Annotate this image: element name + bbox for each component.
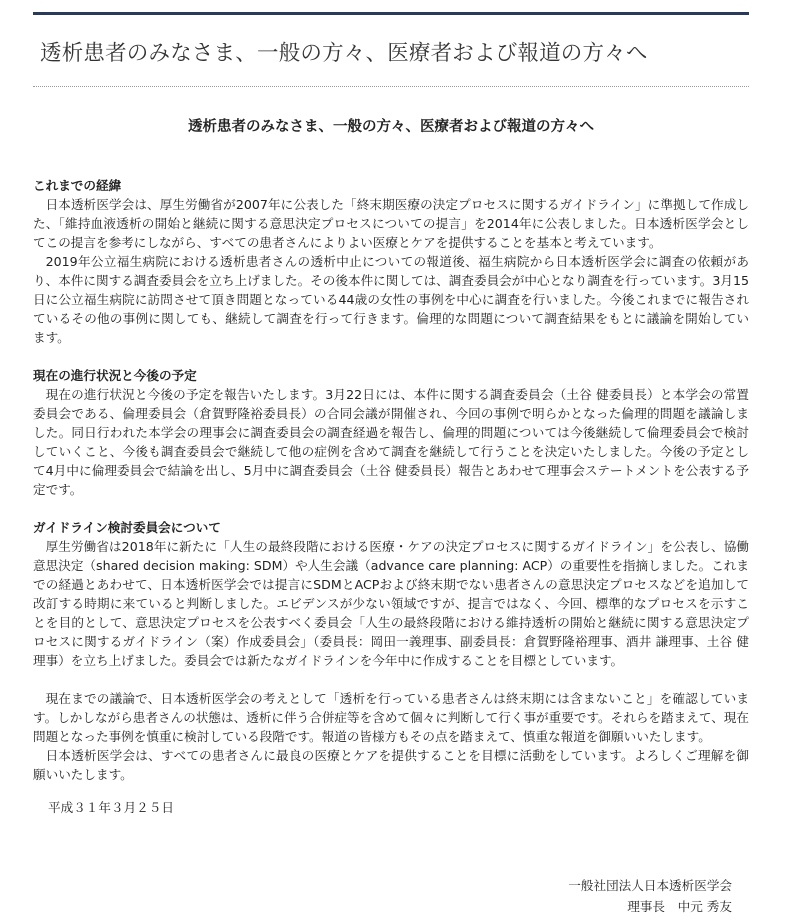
signature-name: 理事長 中元 秀友: [627, 899, 732, 914]
paragraph: 2019年公立福生病院における透析患者さんの透析中止についての報道後、福生病院から日本透析医学会に調査の依頼があり、本件に関する調査委員会を立ち上げました。その後本件に関しては、調査委員会が中心となり調査を行っています。3月15日に公立福生病院に訪問させて頂き問題となっている44歳の女性の事例を中心に調査を行いました。今後これまでに報告されているその他の事例に関しても、継続して調査を行って行きます。倫理的な問題について調査結果をもとに議論を開始しています。: [33, 254, 749, 345]
closing: [33, 689, 749, 784]
section-progress: [33, 366, 749, 499]
signature-block: [568, 875, 732, 917]
document-date: 平成３１年３月２５日: [48, 800, 174, 815]
paragraph: 日本透析医学会は、すべての患者さんに最良の医療とケアを提供することを目標に活動をしています。よろしくご理解を御願いいたします。: [33, 748, 749, 782]
top-rule: [33, 12, 749, 15]
paragraph: 日本透析医学会は、厚生労働省が2007年に公表した「終末期医療の決定プロセスに関するガイドライン」に準拠して作成した、「維持血液透析の開始と継続に関する意思決定プロセスについての提言」を2014年に公表しました。日本透析医学会としてこの提言を参考にしながら、すべての患者さんによりよい医療とケアを提供することを基本と考えています。: [33, 197, 749, 250]
paragraph: 現在までの議論で、日本透析医学会の考えとして「透析を行っている患者さんは終末期には含まないこと」を確認しています。しかしながら患者さんの状態は、透析に伴う合併症等を含めて個々に判断して行く事が重要です。それらを踏まえて、現在問題となった事例を慎重に検討している段階です。報道の皆様方もその点を踏まえて、慎重な報道を御願いいたします。: [33, 691, 749, 744]
page-title: 透析患者のみなさま、一般の方々、医療者および報道の方々へ: [40, 41, 648, 66]
section-heading: ガイドライン検討委員会について: [33, 520, 221, 535]
section-guideline-committee: [33, 518, 749, 670]
paragraph: 厚生労働省は2018年に新たに「人生の最終段階における医療・ケアの決定プロセスに関するガイドライン」を公表し、協働意思決定（shared decision making: SDM）や人生会議（advance care planning: ACP）の重要性を指摘しました。これまでの経過とあわせて、日本透析医学会では提言にSDMとACPおよび終末期でない患者さんの意思決定プロセスなどを追加して改訂する時期に来ていると判断しました。エビデンスが少ない領域ですが、提言ではなく、今回、標準的なプロセスを示すことを目的として、意思決定プロセスを公表すべく委員会「人生の最終段階における維持透析の開始と継続に関する意思決定プロセスに関するガイドライン（案）作成委員会」（委員長：岡田一義理事、副委員長：倉賀野隆裕理事、酒井 謙理事、土谷 健理事）を立ち上げました。委員会では新たなガイドラインを今年中に作成することを目標としています。: [33, 539, 749, 668]
paragraph: 現在の進行状況と今後の予定を報告いたします。3月22日には、本件に関する調査委員会（土谷 健委員長）と本学会の常置委員会である、倫理委員会（倉賀野隆裕委員長）の合同会議が開催され、今回の事例で明らかとなった倫理的問題を議論しました。同日行われた本学会の理事会に調査委員会の調査経過を報告し、倫理的問題については今後継続して倫理委員会で検討していくこと、今後も調査委員会で継続して他の症例を含めて調査を継続して行うことを決定いたしました。今後の予定として4月中に倫理委員会で結論を出し、5月中に調査委員会（土谷 健委員長）報告とあわせて理事会ステートメントを公表する予定です。: [33, 387, 749, 497]
section-heading: 現在の進行状況と今後の予定: [33, 368, 197, 383]
section-heading: これまでの経緯: [33, 178, 122, 193]
signature-organization: 一般社団法人日本透析医学会: [568, 878, 732, 893]
dotted-divider: [33, 86, 749, 87]
document-body: [33, 176, 749, 817]
document-heading: 透析患者のみなさま、一般の方々、医療者および報道の方々へ: [188, 119, 594, 135]
section-history: [33, 176, 749, 347]
